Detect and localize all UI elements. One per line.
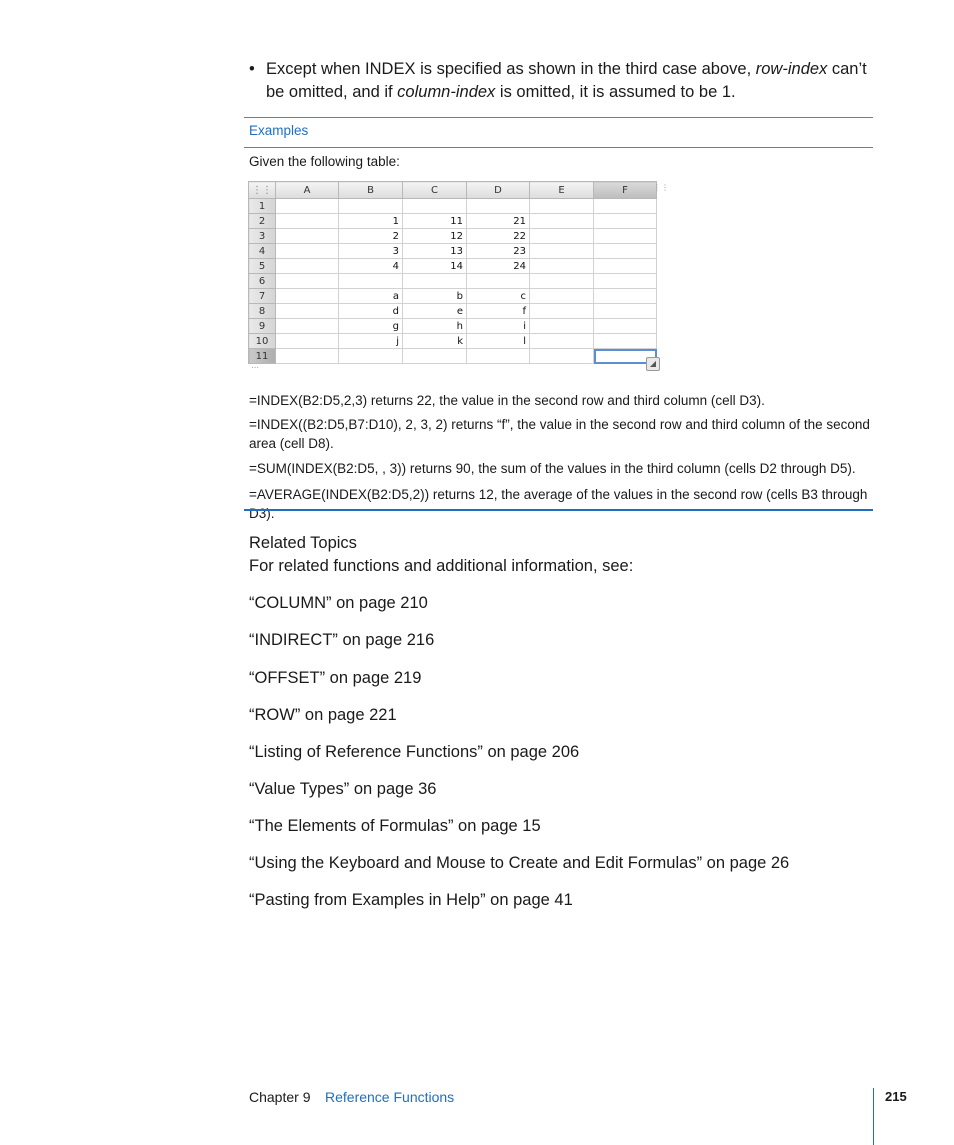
cell-b10[interactable]: j	[339, 334, 403, 349]
cell-b1[interactable]	[339, 199, 403, 214]
cell-e4[interactable]	[530, 244, 594, 259]
column-header-row	[249, 182, 657, 199]
cell-f7[interactable]	[594, 289, 657, 304]
formula-example-1: =INDEX(B2:D5,2,3) returns 22, the value in the second row and third column (cell D3).	[249, 393, 765, 408]
row-index-term: row-index	[755, 60, 828, 78]
cell-c6[interactable]	[403, 274, 467, 289]
cell-d8[interactable]: f	[467, 304, 530, 319]
cell-a6[interactable]	[276, 274, 339, 289]
examples-heading: Examples	[249, 123, 309, 138]
cell-c5[interactable]: 14	[403, 259, 467, 274]
bullet-marker: •	[249, 60, 255, 78]
cell-e2[interactable]	[530, 214, 594, 229]
row-resize-grip-icon: ⋯	[251, 363, 259, 372]
cell-a11[interactable]	[276, 349, 339, 364]
sheet-grid	[248, 181, 657, 364]
cell-b5[interactable]: 4	[339, 259, 403, 274]
column-resize-grip-icon: ⋮⋮	[653, 183, 669, 192]
table-row	[249, 304, 657, 319]
cell-f8[interactable]	[594, 304, 657, 319]
column-index-term: column-index	[397, 83, 496, 101]
related-link-reference-functions[interactable]: “Listing of Reference Functions” on page 206	[249, 743, 580, 761]
cell-c9[interactable]: h	[403, 319, 467, 334]
corner-grip-icon: ⋮⋮	[249, 182, 276, 199]
cell-f4[interactable]	[594, 244, 657, 259]
bullet-text-before: Except when INDEX is specified as shown in the third case above,	[266, 60, 756, 78]
row-header-9[interactable]: 9	[249, 319, 276, 334]
table-row	[249, 214, 657, 229]
cell-e10[interactable]	[530, 334, 594, 349]
cell-e11[interactable]	[530, 349, 594, 364]
cell-b2[interactable]: 1	[339, 214, 403, 229]
cell-d9[interactable]: i	[467, 319, 530, 334]
row-header-7[interactable]: 7	[249, 289, 276, 304]
cell-d11[interactable]	[467, 349, 530, 364]
cell-d6[interactable]	[467, 274, 530, 289]
cell-a8[interactable]	[276, 304, 339, 319]
row-header-5[interactable]: 5	[249, 259, 276, 274]
cell-a10[interactable]	[276, 334, 339, 349]
row-header-2[interactable]: 2	[249, 214, 276, 229]
examples-end-rule	[244, 509, 873, 511]
related-topics-intro: For related functions and additional information, see:	[249, 557, 634, 575]
cell-c10[interactable]: k	[403, 334, 467, 349]
table-row	[249, 334, 657, 349]
cell-c3[interactable]: 12	[403, 229, 467, 244]
cell-d2[interactable]: 21	[467, 214, 530, 229]
row-header-4[interactable]: 4	[249, 244, 276, 259]
row-header-3[interactable]: 3	[249, 229, 276, 244]
cell-f1[interactable]	[594, 199, 657, 214]
column-header-e[interactable]: E	[530, 182, 594, 199]
table-row	[249, 229, 657, 244]
row-header-10[interactable]: 10	[249, 334, 276, 349]
page-number: 215	[885, 1089, 907, 1104]
footer-chapter: Chapter 9	[249, 1089, 311, 1105]
cell-c8[interactable]: e	[403, 304, 467, 319]
cell-b7[interactable]: a	[339, 289, 403, 304]
cell-f2[interactable]	[594, 214, 657, 229]
cell-e5[interactable]	[530, 259, 594, 274]
table-row	[249, 274, 657, 289]
formula-example-4: =AVERAGE(INDEX(B2:D5,2)) returns 12, the average of the values in the second row (cells B3 through D3).	[249, 487, 868, 521]
cell-b6[interactable]	[339, 274, 403, 289]
cell-d10[interactable]: l	[467, 334, 530, 349]
cell-e8[interactable]	[530, 304, 594, 319]
cell-d5[interactable]: 24	[467, 259, 530, 274]
cell-e9[interactable]	[530, 319, 594, 334]
related-link-value-types[interactable]: “Value Types” on page 36	[249, 780, 437, 798]
cell-a9[interactable]	[276, 319, 339, 334]
row-header-8[interactable]: 8	[249, 304, 276, 319]
formula-example-3: =SUM(INDEX(B2:D5, , 3)) returns 90, the sum of the values in the third column (cells D2 through D5).	[249, 461, 856, 476]
table-row	[249, 199, 657, 214]
examples-top-rule	[244, 117, 873, 118]
cell-d7[interactable]: c	[467, 289, 530, 304]
cell-d3[interactable]: 22	[467, 229, 530, 244]
cell-b11[interactable]	[339, 349, 403, 364]
cell-f10[interactable]	[594, 334, 657, 349]
related-link-keyboard-mouse[interactable]: “Using the Keyboard and Mouse to Create and Edit Formulas” on page 26	[249, 854, 790, 872]
column-header-c[interactable]: C	[403, 182, 467, 199]
cell-c1[interactable]	[403, 199, 467, 214]
row-header-11[interactable]: 11	[249, 349, 276, 364]
cell-a5[interactable]	[276, 259, 339, 274]
cell-c4[interactable]: 13	[403, 244, 467, 259]
cell-a3[interactable]	[276, 229, 339, 244]
formula-example-2: =INDEX((B2:D5,B7:D10), 2, 3, 2) returns “f”, the value in the second row and third column of the second area (cell D8).	[249, 417, 870, 451]
cell-a2[interactable]	[276, 214, 339, 229]
column-header-f[interactable]: F	[594, 182, 657, 199]
sheet-body	[249, 199, 657, 364]
cell-a1[interactable]	[276, 199, 339, 214]
cell-f5[interactable]	[594, 259, 657, 274]
cell-b4[interactable]: 3	[339, 244, 403, 259]
cell-c2[interactable]: 11	[403, 214, 467, 229]
spreadsheet-table	[248, 181, 669, 372]
related-link-elements-of-formulas[interactable]: “The Elements of Formulas” on page 15	[249, 817, 541, 835]
table-resize-handle-icon: ◢	[646, 357, 660, 371]
cell-e6[interactable]	[530, 274, 594, 289]
footer-section-link[interactable]: Reference Functions	[325, 1089, 455, 1105]
given-text: Given the following table:	[249, 154, 400, 169]
bullet-paragraph	[266, 58, 876, 104]
column-header-d[interactable]: D	[467, 182, 530, 199]
cell-b3[interactable]: 2	[339, 229, 403, 244]
row-header-1[interactable]: 1	[249, 199, 276, 214]
related-topics-heading: Related Topics	[249, 534, 357, 552]
related-link-column[interactable]: “COLUMN” on page 210	[249, 594, 428, 612]
related-link-indirect[interactable]: “INDIRECT” on page 216	[249, 631, 435, 649]
bullet-text-after: is omitted, it is assumed to be 1.	[495, 83, 736, 101]
row-header-6[interactable]: 6	[249, 274, 276, 289]
cell-b8[interactable]: d	[339, 304, 403, 319]
cell-e1[interactable]	[530, 199, 594, 214]
related-link-pasting-examples[interactable]: “Pasting from Examples in Help” on page 41	[249, 891, 573, 909]
cell-f6[interactable]	[594, 274, 657, 289]
related-link-offset[interactable]: “OFFSET” on page 219	[249, 669, 422, 687]
cell-b9[interactable]: g	[339, 319, 403, 334]
cell-e7[interactable]	[530, 289, 594, 304]
table-row	[249, 259, 657, 274]
table-row	[249, 349, 657, 364]
bullet-text-middle: can’t be omitted, and if	[266, 60, 867, 101]
table-row	[249, 244, 657, 259]
cell-d1[interactable]	[467, 199, 530, 214]
cell-c7[interactable]: b	[403, 289, 467, 304]
cell-a4[interactable]	[276, 244, 339, 259]
cell-c11[interactable]	[403, 349, 467, 364]
cell-d4[interactable]: 23	[467, 244, 530, 259]
column-header-a[interactable]: A	[276, 182, 339, 199]
table-row	[249, 289, 657, 304]
examples-bottom-rule	[244, 147, 873, 148]
table-row	[249, 319, 657, 334]
cell-a7[interactable]	[276, 289, 339, 304]
cell-f9[interactable]	[594, 319, 657, 334]
cell-e3[interactable]	[530, 229, 594, 244]
column-header-b[interactable]: B	[339, 182, 403, 199]
cell-f3[interactable]	[594, 229, 657, 244]
footer-divider	[873, 1088, 874, 1145]
related-link-row[interactable]: “ROW” on page 221	[249, 706, 397, 724]
